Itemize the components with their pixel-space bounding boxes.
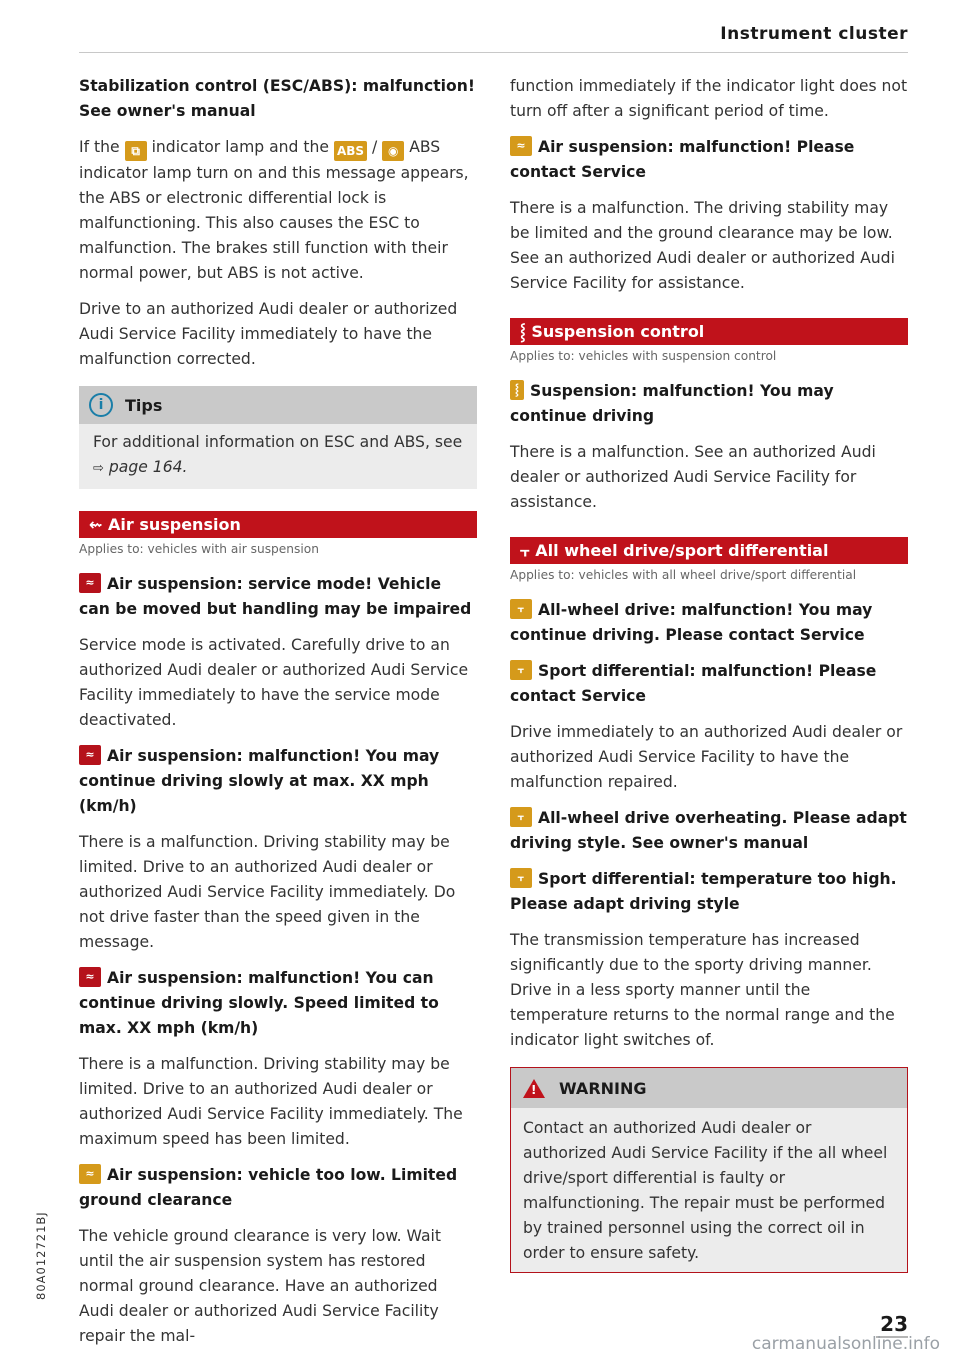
air-paragraph-1: Service mode is activated. Carefully drive to an authorized Audi dealer or authorized Audi Service Facility immediately to have the service mode deactivated. xyxy=(79,636,469,729)
awd-yellow-icon: ⫟ xyxy=(510,807,532,827)
awd-section-bar xyxy=(510,537,908,564)
awd-paragraph-2: The transmission temperature has increased significantly due to the sporty driving manner. Drive in a less sporty manner until the temperature returns to the normal range and the indicator light switches of. xyxy=(510,931,895,1049)
page-number: 23 xyxy=(880,1312,908,1336)
tips-text: For additional information on ESC and ABS, see xyxy=(93,433,463,451)
continued-paragraph: function immediately if the indicator light does not turn off after a significant period of time. xyxy=(510,77,908,120)
watermark-text: carmanualsonline.info xyxy=(751,1334,940,1354)
esc-text-b: indicator lamp and the xyxy=(151,138,329,156)
sport-differential-yellow-icon: ⫟ xyxy=(510,660,532,680)
arrow-right-icon: ⇨ xyxy=(93,461,104,476)
warning-body: Contact an authorized Audi dealer or authorized Audi Service Facility if the all wheel drive/sport differential is faulty or malfunctioning. The repair must be performed by trained personnel using the correct oil in order to ensure safety. xyxy=(511,1108,907,1272)
awd-title: All wheel drive/sport differential xyxy=(535,541,829,560)
suspension-yellow-icon: ⸾ xyxy=(510,380,524,400)
esc-text-c: / xyxy=(372,138,378,156)
tips-header xyxy=(79,386,477,424)
air-heading-5: ≈ Air suspension: malfunction! Please contact Service xyxy=(510,138,855,181)
tips-title: Tips xyxy=(125,395,163,415)
awd-heading-2: ⫟ Sport differential: malfunction! Please contact Service xyxy=(510,662,877,705)
awd-heading-1: ⫟ All-wheel drive: malfunction! You may continue driving. Please contact Service xyxy=(510,601,873,644)
air-applies-to: Applies to: vehicles with air suspension xyxy=(79,542,319,556)
tips-body xyxy=(79,424,477,489)
awd-paragraph-1: Drive immediately to an authorized Audi dealer or authorized Audi Service Facility to have the malfunction repaired. xyxy=(510,723,903,791)
abs-circle-icon: ◉ xyxy=(382,141,404,161)
suspension-icon: ⸾ xyxy=(520,322,532,341)
susp-paragraph-1: There is a malfunction. See an authorized Audi dealer or authorized Audi Service Facility for assistance. xyxy=(510,443,876,511)
air-suspension-icon: ⇜ xyxy=(89,515,108,534)
header-divider xyxy=(79,52,908,53)
info-icon: i xyxy=(89,393,113,417)
awd-yellow-icon: ⫟ xyxy=(510,599,532,619)
esc-text-a: If the xyxy=(79,138,120,156)
page-header-title: Instrument cluster xyxy=(720,24,908,44)
right-column xyxy=(510,74,908,1273)
page-reference-link[interactable]: page 164. xyxy=(108,458,188,476)
esc-paragraph-1 xyxy=(79,135,477,286)
suspension-control-title: Suspension control xyxy=(531,322,705,341)
air-suspension-yellow-icon: ≈ xyxy=(79,1164,101,1184)
warning-header xyxy=(511,1068,907,1108)
suspension-control-section-bar xyxy=(510,318,908,345)
air-suspension-red-icon: ≈ xyxy=(79,573,101,593)
air-paragraph-2: There is a malfunction. Driving stability may be limited. Drive to an authorized Audi dealer or authorized Audi Service Facility immediately. Do not drive faster than the speed given in the message. xyxy=(79,833,456,951)
warning-box xyxy=(510,1067,908,1273)
air-suspension-title: Air suspension xyxy=(107,515,241,534)
air-suspension-red-icon: ≈ xyxy=(79,745,101,765)
esc-indicator-icon: ⧉ xyxy=(125,141,147,161)
awd-icon: ⫟ xyxy=(520,541,536,560)
air-suspension-yellow-icon: ≈ xyxy=(510,136,532,156)
left-column xyxy=(79,74,477,1360)
air-paragraph-4: The vehicle ground clearance is very low. Wait until the air suspension system has restored normal ground clearance. Have an authorized Audi dealer or authorized Audi Service Facility repair the mal- xyxy=(79,1227,441,1345)
susp-applies-to: Applies to: vehicles with suspension control xyxy=(510,349,777,363)
awd-applies-to: Applies to: vehicles with all wheel drive/sport differential xyxy=(510,568,857,582)
awd-heading-3: ⫟ All-wheel drive overheating. Please adapt driving style. See owner's manual xyxy=(510,809,907,852)
esc-heading: Stabilization control (ESC/ABS): malfunction! See owner's manual xyxy=(79,77,475,120)
air-paragraph-3: There is a malfunction. Driving stability may be limited. Drive to an authorized Audi dealer or authorized Audi Service Facility immediately. The maximum speed has been limited. xyxy=(79,1055,463,1148)
air-heading-2: ≈ Air suspension: malfunction! You may continue driving slowly at max. XX mph (km/h) xyxy=(79,747,440,815)
air-heading-1: ≈ Air suspension: service mode! Vehicle can be moved but handling may be impaired xyxy=(79,575,472,618)
air-suspension-red-icon: ≈ xyxy=(79,967,101,987)
air-heading-4: ≈ Air suspension: vehicle too low. Limited ground clearance xyxy=(79,1166,458,1209)
air-suspension-section-bar xyxy=(79,511,477,538)
air-paragraph-5: There is a malfunction. The driving stability may be limited and the ground clearance may be low. See an authorized Audi dealer or authorized Audi Service Facility for assistance. xyxy=(510,199,895,292)
air-heading-3: ≈ Air suspension: malfunction! You can continue driving slowly. Speed limited to max. XX mph (km/h) xyxy=(79,969,439,1037)
esc-paragraph-2: Drive to an authorized Audi dealer or authorized Audi Service Facility immediately to have the malfunction corrected. xyxy=(79,300,458,368)
warning-triangle-icon: ! xyxy=(523,1079,545,1098)
tips-box xyxy=(79,386,477,489)
abs-badge-icon: ABS xyxy=(334,141,367,161)
esc-text-d: ABS indicator lamp turn on and this message appears, the ABS or electronic differential lock is malfunctioning. This also causes the ESC to malfunction. The brakes still function with their normal power, but ABS is not active. xyxy=(79,138,469,282)
awd-heading-4: ⫟ Sport differential: temperature too high. Please adapt driving style xyxy=(510,870,897,913)
side-document-code: 80A012721BJ xyxy=(34,1211,48,1300)
warning-title: WARNING xyxy=(559,1078,647,1098)
susp-heading-1: ⸾ Suspension: malfunction! You may continue driving xyxy=(510,382,834,425)
sport-differential-yellow-icon: ⫟ xyxy=(510,868,532,888)
